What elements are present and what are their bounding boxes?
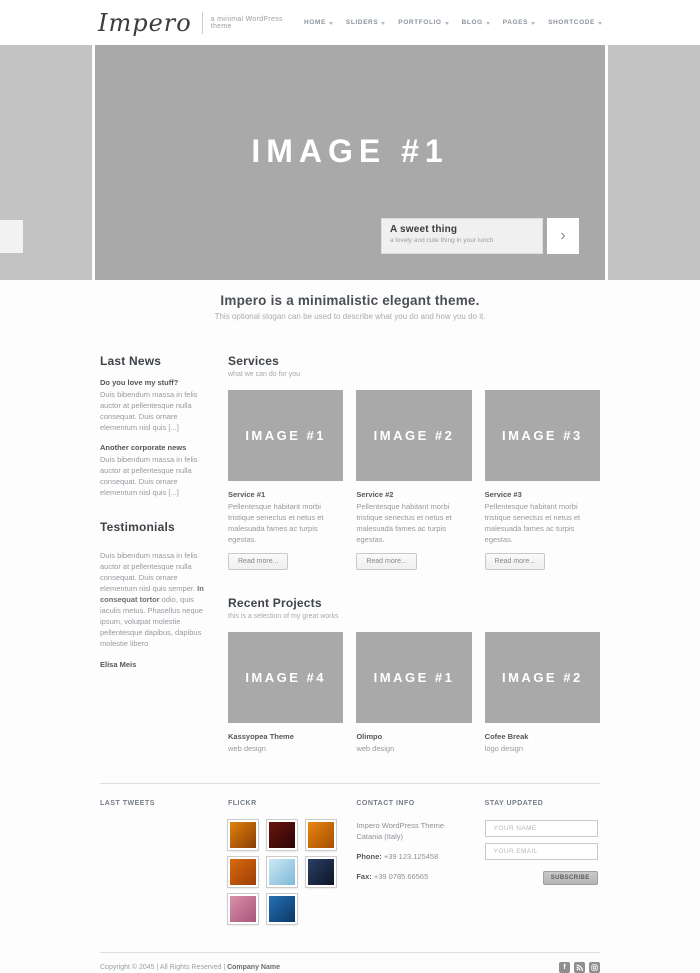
service-title: Service #1 xyxy=(228,490,266,499)
project-title[interactable]: Cofee Break xyxy=(484,732,529,741)
project-card xyxy=(356,632,471,753)
nav-item-pages[interactable]: PAGES xyxy=(503,19,535,26)
footer-tweets-widget xyxy=(100,800,215,924)
facebook-icon[interactable]: f xyxy=(559,962,570,973)
slider-next-button[interactable] xyxy=(547,218,579,254)
intro-title: Impero is a minimalistic elegant theme. xyxy=(220,293,480,308)
newsletter-name-input[interactable] xyxy=(485,820,598,837)
project-category: logo design xyxy=(484,744,524,753)
footer-contact-widget xyxy=(356,800,471,924)
footer-newsletter-widget xyxy=(485,800,600,924)
footer-flickr-widget xyxy=(228,800,343,924)
intro-section xyxy=(0,280,700,321)
project-image[interactable] xyxy=(485,632,600,723)
slide-caption-title: A sweet thing xyxy=(390,224,458,235)
flickr-thumb[interactable] xyxy=(228,857,258,887)
projects-section xyxy=(228,596,600,753)
project-title[interactable]: Kassyopea Theme xyxy=(228,732,294,741)
image-placeholder-label: IMAGE #4 xyxy=(245,670,326,685)
slide-caption-subtitle: a lovely and cute thing in your lunch xyxy=(390,237,494,244)
chevron-down-icon xyxy=(445,22,449,25)
slider-slide xyxy=(92,45,608,280)
testimonials-heading: Testimonials xyxy=(100,520,175,534)
service-title: Service #3 xyxy=(484,490,522,499)
chevron-down-icon xyxy=(486,22,490,25)
service-title: Service #2 xyxy=(356,490,394,499)
read-more-button[interactable]: Read more... xyxy=(228,553,288,570)
footer-widgets xyxy=(100,783,600,924)
flickr-thumb[interactable] xyxy=(306,857,336,887)
read-more-button[interactable]: Read more... xyxy=(356,553,416,570)
service-image[interactable] xyxy=(356,390,471,481)
company-name-link[interactable]: Company Name xyxy=(227,964,280,971)
site-logo[interactable] xyxy=(98,9,304,37)
nav-item-portfolio[interactable]: PORTFOLIO xyxy=(398,19,448,26)
nav-item-home[interactable]: HOME xyxy=(304,19,333,26)
services-section xyxy=(228,354,600,570)
image-placeholder-label: IMAGE #2 xyxy=(373,428,455,443)
arrow-right-icon: › xyxy=(560,227,566,244)
slide-caption[interactable] xyxy=(381,218,543,254)
image-placeholder-label: IMAGE #1 xyxy=(373,670,455,685)
flickr-thumb[interactable] xyxy=(267,894,297,924)
nav-item-shortcode[interactable]: SHORTCODE xyxy=(548,19,602,26)
hero-slider xyxy=(0,45,700,280)
services-heading: Services xyxy=(228,354,279,368)
flickr-thumb[interactable] xyxy=(228,894,258,924)
intro-subtitle: This optional slogan can be used to describe what you do and how you do it. xyxy=(214,312,486,321)
news-item-title[interactable]: Do you love my stuff? xyxy=(100,378,179,387)
last-news-heading: Last News xyxy=(100,354,162,368)
content-area xyxy=(100,354,600,753)
sidebar xyxy=(100,354,215,753)
service-card xyxy=(485,390,600,570)
flickr-thumb[interactable] xyxy=(267,857,297,887)
projects-subtitle: this is a selection of my great works xyxy=(228,613,339,620)
testimonial-quote: Duis bibendum massa in felis auctor at pellentesque nulla consequat. Duis ornare elementum nisl quis semper. In consequat tortor odio, quis iaculis metus. Phasellus neque ipsum, volutpat molestie pellentesque dapibus, dapibus molestie libero xyxy=(100,551,204,648)
project-category: web design xyxy=(228,744,266,753)
service-text: Pellentesque habitant morbi tristique senectus et netus et malesuada fames ac turpis egestas. xyxy=(484,502,581,544)
logo-divider xyxy=(202,12,203,34)
contact-phone: Phone: +39 123.125458 xyxy=(356,852,439,861)
service-text: Pellentesque habitant morbi tristique senectus et netus et malesuada fames ac turpis egestas. xyxy=(228,502,324,544)
rss-icon[interactable] xyxy=(574,962,585,973)
chevron-down-icon xyxy=(381,22,385,25)
service-card xyxy=(356,390,471,570)
project-card xyxy=(485,632,600,753)
subscribe-button[interactable]: SUBSCRIBE xyxy=(543,871,598,885)
instagram-icon[interactable] xyxy=(589,962,600,973)
news-item xyxy=(100,378,215,433)
main-nav xyxy=(304,19,602,26)
main-column xyxy=(228,354,600,753)
service-text: Pellentesque habitant morbi tristique senectus et netus et malesuada fames ac turpis egestas. xyxy=(356,502,452,544)
logo-text: Impero xyxy=(98,8,192,37)
flickr-thumb[interactable] xyxy=(306,820,336,850)
flickr-thumb[interactable] xyxy=(228,820,258,850)
social-links xyxy=(559,962,600,973)
news-item-title[interactable]: Another corporate news xyxy=(100,443,187,452)
slide-placeholder-label: IMAGE #1 xyxy=(251,133,449,169)
newsletter-widget-title: STAY UPDATED xyxy=(484,800,544,807)
project-category: web design xyxy=(356,744,395,753)
project-card xyxy=(228,632,343,753)
tweets-widget-title: LAST TWEETS xyxy=(100,800,155,807)
image-placeholder-label: IMAGE #3 xyxy=(501,428,583,443)
project-title[interactable]: Olimpo xyxy=(356,732,383,741)
contact-address: Impero WordPress Theme Catania (Italy) xyxy=(356,821,444,841)
contact-fax: Fax: +39 0785.66565 xyxy=(356,872,429,881)
image-placeholder-label: IMAGE #2 xyxy=(501,670,583,685)
service-card xyxy=(228,390,343,570)
contact-widget-title: CONTACT INFO xyxy=(356,800,415,807)
testimonial-author: Elisa Meis xyxy=(100,660,137,669)
project-image[interactable] xyxy=(356,632,471,723)
newsletter-email-input[interactable] xyxy=(485,843,598,860)
copyright-text: Copyright © 2045 | All Rights Reserved | Company Name xyxy=(100,964,280,971)
news-item xyxy=(100,443,215,498)
flickr-thumb[interactable] xyxy=(267,820,297,850)
flickr-grid xyxy=(228,820,343,924)
nav-item-sliders[interactable]: SLIDERS xyxy=(346,19,385,26)
site-tagline: a minimal WordPress theme xyxy=(210,15,283,30)
service-image[interactable] xyxy=(228,390,343,481)
service-image[interactable] xyxy=(485,390,600,481)
read-more-button[interactable]: Read more... xyxy=(485,553,545,570)
news-item-excerpt: Duis bibendum massa in felis auctor at pellentesque nulla consequat. Duis ornare elementum nisl quis [...] xyxy=(100,455,198,497)
project-image[interactable] xyxy=(228,632,343,723)
services-subtitle: what we can do for you xyxy=(228,371,300,378)
image-placeholder-label: IMAGE #1 xyxy=(245,428,326,443)
slider-prev-slide-peek xyxy=(0,220,23,253)
site-header xyxy=(0,0,700,45)
bottom-bar xyxy=(100,952,600,973)
news-item-excerpt: Duis bibendum massa in felis auctor at pellentesque nulla consequat. Duis ornare elementum nisl quis [...] xyxy=(100,390,198,432)
chevron-down-icon xyxy=(598,22,602,25)
nav-item-blog[interactable]: BLOG xyxy=(462,19,490,26)
projects-heading: Recent Projects xyxy=(228,596,322,610)
flickr-widget-title: FLICKR xyxy=(228,800,257,807)
chevron-down-icon xyxy=(329,22,333,25)
chevron-down-icon xyxy=(531,22,535,25)
